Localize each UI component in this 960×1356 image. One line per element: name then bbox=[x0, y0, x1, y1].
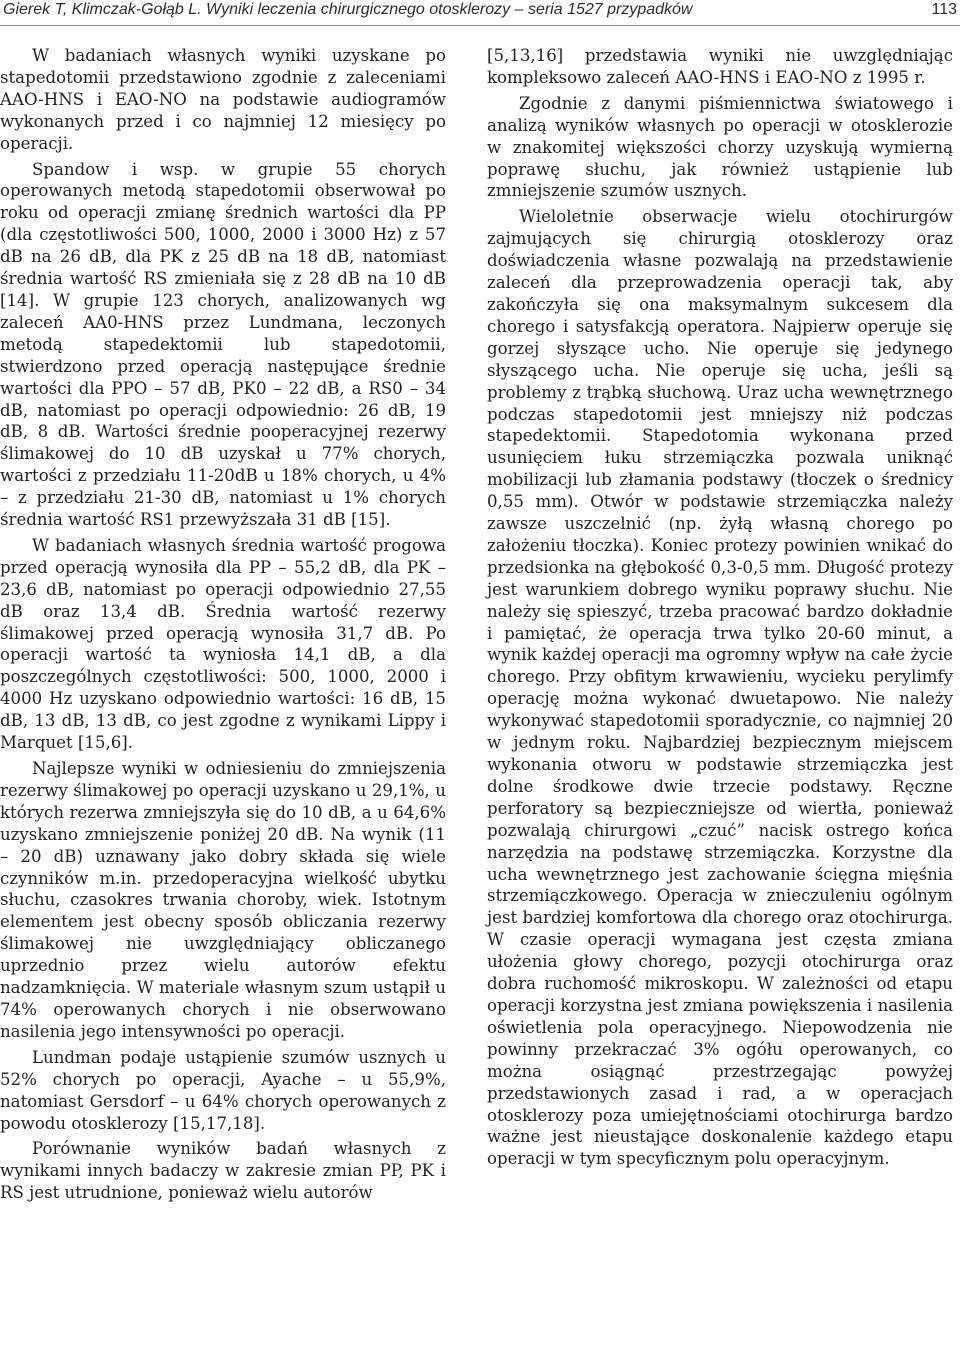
paragraph: Najlepsze wyniki w odniesieniu do zmniejszenia rezerwy ślimakowej po operacji uzyskano u 29,1%, u których rezerwa zmniejszyła się do 10 dB, a u 64,6% uzyskano zmniejszenie poniżej 20 dB. Na wynik (11 – 20 dB) uznawany jako dobry składa się wiele czynników m.in. przedoperacyjna wielkość ubytku słuchu, czasokres trwania choroby, wiek. Istotnym elementem jest obecny sposób obliczania rezerwy ślimakowej nie uwzględniający obliczanego uprzednio przez wielu autorów efektu nadzamknięcia. W materiale własnym szum ustąpił u 74% operowanych chorych i nie obserwowano nasilenia jego intensywności po operacji. bbox=[0, 759, 446, 1041]
running-title: Gierek T, Klimczak-Gołąb L. Wyniki leczenia chirurgicznego otosklerozy – seria 1527 przypadków bbox=[3, 1, 693, 18]
running-header bbox=[0, 0, 960, 26]
paragraph: [5,13,16] przedstawia wyniki nie uwzględniając kompleksowo zaleceń AAO-HNS i EAO-NO z 1995 r. bbox=[487, 46, 953, 87]
paragraph: Porównanie wyników badań własnych z wynikami innych badaczy w zakresie zmian PP, PK i RS jest utrudnione, ponieważ wielu autorów bbox=[0, 1139, 446, 1203]
right-column bbox=[487, 45, 953, 1174]
paragraph: W badaniach własnych średnia wartość progowa przed operacją wynosiła dla PP – 55,2 dB, dla PK – 23,6 dB, natomiast po operacji odpowiednio 27,55 dB oraz 13,4 dB. Średnia wartość rezerwy ślimakowej przed operacją wynosiła 31,7 dB. Po operacji wartość ta wyniosła 14,1 dB, a dla poszczególnych częstotliwości: 500, 1000, 2000 i 4000 Hz uzyskano odpowiednio wartości: 16 dB, 15 dB, 13 dB, 13 dB, co jest zgodne z wynikami Lippy i Marquet [15,6]. bbox=[0, 535, 446, 753]
page-number: 113 bbox=[931, 1, 957, 18]
left-column bbox=[0, 45, 446, 1208]
paragraph: Wieloletnie obserwacje wielu otochirurgów zajmujących się chirurgią otosklerozy oraz doświadczenia własne pozwalają na przedstawienie zaleceń dla przeprowadzenia operacji tak, aby zakończyła się ona maksymalnym sukcesem dla chorego i satysfakcją operatora. Najpierw operuje się gorzej słyszące ucho. Nie operuje się jedynego słyszącego ucha. Nie operuje się ucha, jeśli są problemy z trąbką słuchową. Uraz ucha wewnętrznego podczas stapedotomii jest mniejszy niż podczas stapedektomii. Stapedotomia wykonana przed usunięciem łuku strzemiączka pozwala uniknąć mobilizacji lub złamania podstawy (tłoczek o średnicy 0,55 mm). Otwór w podstawie strzemiączka należy zawsze uszczelnić (np. żyłą własną chorego po założeniu tłoczka). Koniec protezy powinien wnikać do przedsionka na głębokość 0,3-0,5 mm. Długość protezy jest warunkiem dobrego wyniku poprawy słuchu. Nie należy się spieszyć, trzeba pracować bardzo dokładnie i pamiętać, że operacja trwa tylko 20-60 minut, a wynik każdej operacji ma ogromny wpływ na całe życie chorego. Przy obfitym krwawieniu, wycieku perylimfy operację można wykonać dwuetapowo. Nie należy wykonywać stapedotomii sporadycznie, co najmniej 20 w jednym roku. Najbardziej bezpiecznym miejscem wykonania otworu w podstawie strzemiączka jest dolne środkowe dwie trzecie podstawy. Ręczne perforatory są bezpieczniejsze od wiertła, ponieważ pozwalają chirurgowi „czuć” nacisk ostrego końca narzędzia na podstawę strzemiączka. Korzystne dla ucha wewnętrznego jest zachowanie ścięgna mięśnia strzemiączkowego. Operacja w znieczuleniu ogólnym jest bardziej komfortowa dla chorego oraz otochirurga. W czasie operacji wymagana jest częsta zmiana ułożenia głowy chorego, pozycji otochirurga oraz dobra ruchomość mikroskopu. W zależności od etapu operacji korzystna jest zmiana powiększenia i nasilenia oświetlenia pola operacyjnego. Niepowodzenia nie powinny przekraczać 3% ogółu operowanych, co można osiągnąć przestrzegając powyżej przedstawionych zasad i rad, a w operacjach otosklerozy poza umiejętnościami otochirurga bardzo ważne jest nieustające doskonalenie każdego etapu operacji w tym specyficznym polu operacyjnym. bbox=[487, 207, 953, 1169]
header-divider bbox=[0, 25, 960, 26]
paragraph: Lundman podaje ustąpienie szumów usznych u 52% chorych po operacji, Ayache – u 55,9%, natomiast Gersdorf – u 64% chorych operowanych z powodu otosklerozy [15,17,18]. bbox=[0, 1047, 446, 1133]
paragraph: W badaniach własnych wyniki uzyskane po stapedotomii przedstawiono zgodnie z zaleceniami AAO-HNS i EAO-NO na podstawie audiogramów wykonanych przed i co najmniej 12 miesięcy po operacji. bbox=[0, 46, 446, 153]
paragraph: Zgodnie z danymi piśmiennictwa światowego i analizą wyników własnych po operacji w otosklerozie w znakomitej większości chorzy uzyskują wymierną poprawę słuchu, jak również ustąpienie lub zmniejszenie szumów usznych. bbox=[487, 93, 953, 201]
paragraph: Spandow i wsp. w grupie 55 chorych operowanych metodą stapedotomii obserwował po roku od operacji zmianę średnich wartości dla PP (dla częstotliwości 500, 1000, 2000 i 3000 Hz) z 57 dB na 26 dB, dla PK z 25 dB na 18 dB, natomiast średnia wartość RS zmieniała się z 28 dB na 10 dB [14]. W grupie 123 chorych, analizowanych wg zaleceń AA0-HNS przez Lundmana, leczonych metodą stapedektomii lub stapedotomii, stwierdzono przed operacją następujące średnie wartości dla PPO – 57 dB, PK0 – 22 dB, a RS0 – 34 dB, natomiast po operacji odpowiednio: 26 dB, 19 dB, 8 dB. Wartości średnie pooperacyjnej rezerwy ślimakowej do 10 dB uzyskał u 77% chorych, wartości z przedziału 11-20dB u 18% chorych, u 4% – z przedziału 21-30 dB, natomiast u 1% chorych średnia wartość RS1 przewyższała 31 dB [15]. bbox=[0, 159, 446, 530]
